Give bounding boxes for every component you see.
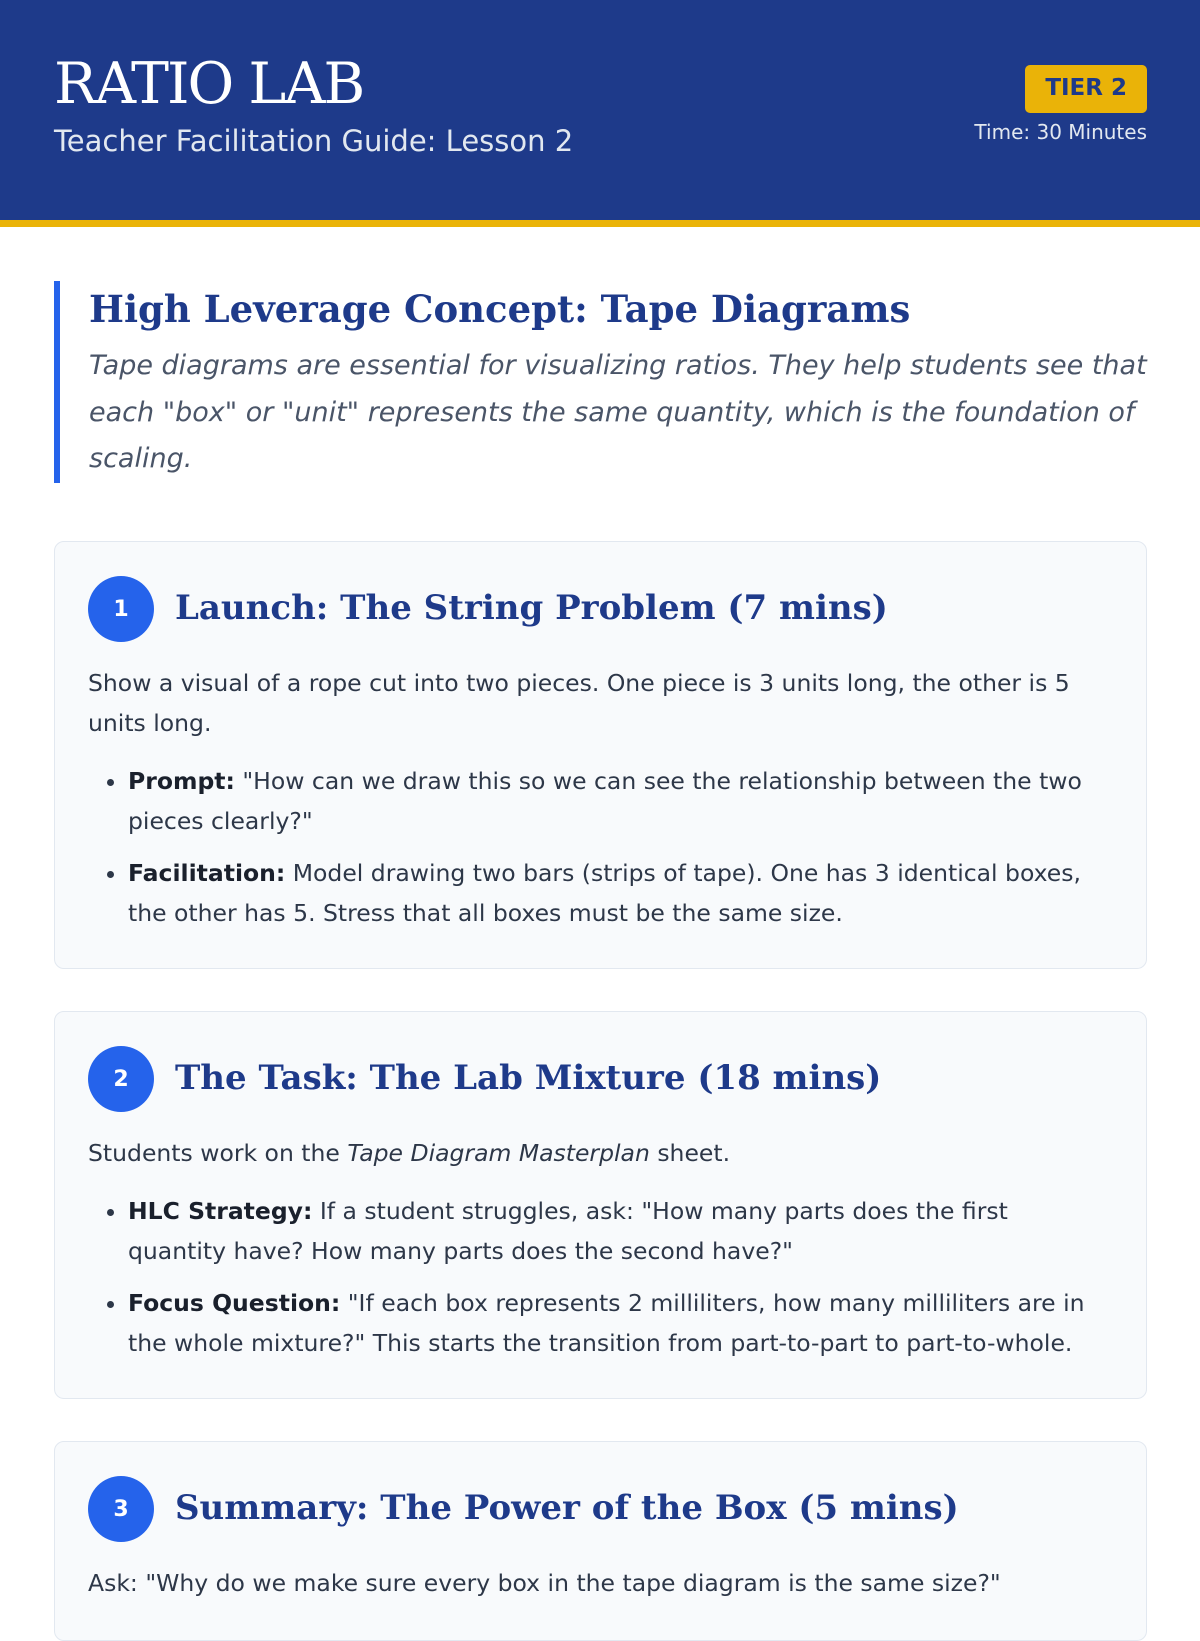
list-item bbox=[128, 762, 1113, 842]
step-number-badge: 3 bbox=[88, 1476, 154, 1542]
step-list bbox=[88, 762, 1113, 934]
tier-badge: TIER 2 bbox=[1025, 65, 1147, 113]
step-intro: Show a visual of a rope cut into two pieces. One piece is 3 units long, the other is 5 units long. bbox=[88, 669, 1070, 737]
step-intro: Ask: "Why do we make sure every box in the tape diagram is the same size?" bbox=[88, 1569, 1001, 1597]
worksheet-name: Tape Diagram Masterplan bbox=[347, 1139, 650, 1167]
guide-subtitle: Teacher Facilitation Guide: Lesson 2 bbox=[54, 124, 574, 158]
step-title: The Task: The Lab Mixture (18 mins) bbox=[175, 1058, 882, 1099]
step-title: Summary: The Power of the Box (5 mins) bbox=[175, 1488, 959, 1529]
brand-title: RATIO LAB bbox=[54, 51, 364, 117]
intro-text: sheet. bbox=[649, 1139, 731, 1167]
concept-text: Tape diagrams are essential for visualizing ratios. They help students see that each "box" or "unit" represents the same quantity, which is the foundation of scaling. bbox=[89, 350, 1147, 475]
item-label: Facilitation: bbox=[128, 858, 286, 887]
step-header bbox=[88, 1046, 1113, 1112]
intro-text: Students work on the bbox=[88, 1139, 348, 1167]
item-text: Model drawing two bars (strips of tape). One has 3 identical boxes, the other has 5. Stress that all boxes must be the same size. bbox=[128, 858, 1081, 927]
step-card-summary bbox=[54, 1441, 1147, 1641]
step-card-task bbox=[54, 1011, 1147, 1399]
item-label: Prompt: bbox=[128, 766, 235, 795]
step-list bbox=[88, 1192, 1113, 1364]
step-number-badge: 2 bbox=[88, 1046, 154, 1112]
concept-callout bbox=[54, 281, 1147, 483]
step-title: Launch: The String Problem (7 mins) bbox=[175, 588, 888, 629]
item-text: "If each box represents 2 milliliters, how many milliliters are in the whole mixture?" This starts the transition from part-to-part to part-to-whole. bbox=[128, 1288, 1085, 1357]
lesson-time: Time: 30 Minutes bbox=[974, 120, 1147, 144]
step-header bbox=[88, 576, 1113, 642]
item-text: If a student struggles, ask: "How many parts does the first quantity have? How many parts does the second have?" bbox=[128, 1196, 1008, 1265]
step-number-badge: 1 bbox=[88, 576, 154, 642]
item-label: Focus Question: bbox=[128, 1288, 341, 1317]
concept-title: High Leverage Concept: Tape Diagrams bbox=[89, 287, 911, 331]
step-card-launch bbox=[54, 541, 1147, 969]
list-item bbox=[128, 1284, 1113, 1364]
list-item bbox=[128, 854, 1113, 934]
step-header bbox=[88, 1476, 1113, 1542]
page-header bbox=[0, 0, 1200, 227]
step-intro bbox=[88, 1134, 1113, 1174]
item-label: HLC Strategy: bbox=[128, 1196, 313, 1225]
list-item bbox=[128, 1192, 1113, 1272]
item-text: "How can we draw this so we can see the relationship between the two pieces clearly?" bbox=[128, 766, 1082, 835]
